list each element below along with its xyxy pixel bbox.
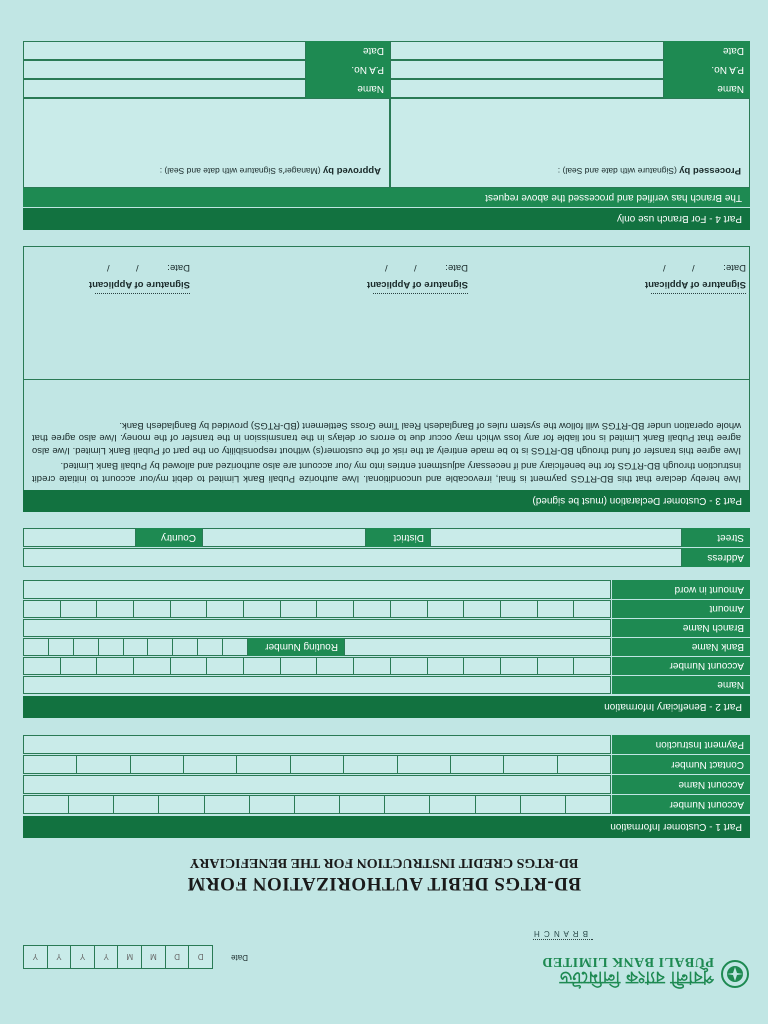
signature-block-1 (546, 262, 746, 298)
part3-header: Part 3 - Customer Declaration (must be signed) (23, 490, 750, 512)
form-title: BD-RTGS DEBIT AUTHORIZATION FORM (186, 873, 582, 894)
date-slashes: / / (106, 262, 139, 273)
p2-bank-name-label: Bank Name (612, 638, 750, 656)
p2-routing-number-label: Routing Number (248, 638, 344, 656)
date-slashes: / / (384, 262, 417, 273)
p4-pa-no-input-left[interactable] (390, 60, 664, 79)
p2-account-number-input[interactable] (23, 657, 611, 675)
declaration-para-1: I/we hereby declare that this BD-RTGS payment is final, irrevocable and unconditional. I/we authorize Pubali Bank Limited to debit my/our account to initiate credit instruction through BD-RTGS for the beneficiary and if necessary adjustment entries into my /our account are also authorized and allowed by Pubali Bank Limited. (32, 460, 741, 484)
part2-header: Part 2 - Beneficiary Information (23, 696, 750, 718)
signature-label: Signature of Applicant (89, 279, 190, 290)
date-label: Date: (445, 262, 468, 273)
p1-account-name-label: Account Name (612, 775, 750, 794)
date-cell-d1[interactable]: D (188, 946, 212, 968)
p2-account-number-label: Account Number (612, 657, 750, 675)
p2-street-input[interactable] (430, 528, 682, 547)
date-cell-m2[interactable]: M (118, 946, 142, 968)
p2-country-input[interactable] (23, 528, 136, 547)
date-box[interactable] (23, 945, 213, 969)
p2-address-label: Address (682, 548, 750, 567)
p1-contact-number-input[interactable] (23, 755, 611, 774)
approved-by-box[interactable] (23, 98, 390, 188)
bank-name-bn: পূবালী ব্যাংক লিমিটেড (559, 967, 714, 987)
date-cell-y4[interactable]: Y (32, 952, 38, 962)
p1-account-number-input[interactable] (23, 795, 611, 814)
p4-date-input-right[interactable] (23, 41, 306, 60)
branch-label: B R A N C H (532, 929, 588, 938)
p4-pa-no-label-left: P.A No. (664, 60, 750, 79)
date-label: Date: (723, 262, 746, 273)
part4-header: Part 4 - For Branch use only (23, 208, 750, 230)
p2-name-label: Name (612, 676, 750, 694)
p4-pa-no-label-right: P.A No. (306, 60, 390, 79)
p2-routing-number-input[interactable] (23, 638, 248, 656)
processed-by-note: (Signature with date and Seal) : (557, 166, 680, 176)
p2-amount-in-word-label: Amount in word (612, 580, 750, 599)
p2-district-input[interactable] (202, 528, 366, 547)
p2-district-label: District (366, 528, 430, 547)
date-cell-y1[interactable]: Y (94, 946, 118, 968)
p4-date-label-left: Date (664, 41, 750, 60)
p1-payment-instruction-input[interactable] (23, 735, 611, 754)
date-slashes: / / (662, 262, 695, 273)
p2-street-label: Street (682, 528, 750, 547)
p2-address-input[interactable] (23, 548, 682, 567)
declaration-para-2: I/we agree this transfer of fund through BD-RTGS is to be made entirely at the risk of the customer(s) without responsibility on the part of Pubali Bank Limited. I/we also agree that Pubali Bank Limited is not liable for any loss which may occur due to errors or delays in the transmission in the transfer of the money. I/we also agree that whole operation under BD-RTGS will follow the system rules of Bangladesh Real Time Gross Settlement (BD-RTGS) provided by Bangladesh Bank. (32, 420, 741, 456)
signature-label: Signature of Applicant (367, 279, 468, 290)
branch-line (533, 939, 593, 950)
date-cell-m1[interactable]: M (141, 946, 165, 968)
date-box-label: Date (231, 953, 248, 962)
p2-branch-name-input[interactable] (23, 619, 611, 637)
date-cell-y2[interactable]: Y (70, 946, 94, 968)
p1-contact-number-label: Contact Number (612, 755, 750, 774)
signature-block-2 (268, 262, 468, 298)
p2-name-input[interactable] (23, 676, 611, 694)
bank-name-en: PUBALI BANK LIMITED (541, 954, 714, 969)
p4-pa-no-input-right[interactable] (23, 60, 306, 79)
processed-by-label: Processed by (679, 165, 741, 176)
p2-bank-name-input[interactable] (344, 638, 611, 656)
p1-account-number-label: Account Number (612, 795, 750, 814)
p4-name-input-left[interactable] (390, 79, 664, 98)
bank-logo-icon (720, 959, 750, 989)
processed-by-box[interactable] (390, 98, 750, 188)
date-cell-y3[interactable]: Y (47, 946, 71, 968)
p2-country-label: Country (136, 528, 202, 547)
part1-header: Part 1 - Customer Information (23, 816, 750, 838)
p4-name-label-right: Name (306, 79, 390, 98)
date-cell-d2[interactable]: D (165, 946, 189, 968)
signature-label: Signature of Applicant (645, 279, 746, 290)
p4-date-label-right: Date (306, 41, 390, 60)
p1-account-name-input[interactable] (23, 775, 611, 794)
part4-verified-bar: The Branch has verified and processed the above request (23, 188, 750, 207)
p2-amount-input[interactable] (23, 600, 611, 618)
date-label: Date: (167, 262, 190, 273)
p4-date-input-left[interactable] (390, 41, 664, 60)
p1-payment-instruction-label: Payment Instruction (612, 735, 750, 754)
approved-by-label: Approved by (322, 165, 381, 176)
p2-amount-label: Amount (612, 600, 750, 618)
p4-name-input-right[interactable] (23, 79, 306, 98)
declaration-divider (24, 379, 749, 380)
p2-branch-name-label: Branch Name (612, 619, 750, 637)
p2-amount-in-word-input[interactable] (23, 580, 611, 599)
form-subtitle: BD-RTGS CREDIT INSTRUCTION FOR THE BENEFICIARY (189, 855, 579, 870)
signature-block-3 (20, 262, 190, 298)
approved-by-note: (Manager's Signature with date and Seal) : (159, 166, 323, 176)
p4-name-label-left: Name (664, 79, 750, 98)
